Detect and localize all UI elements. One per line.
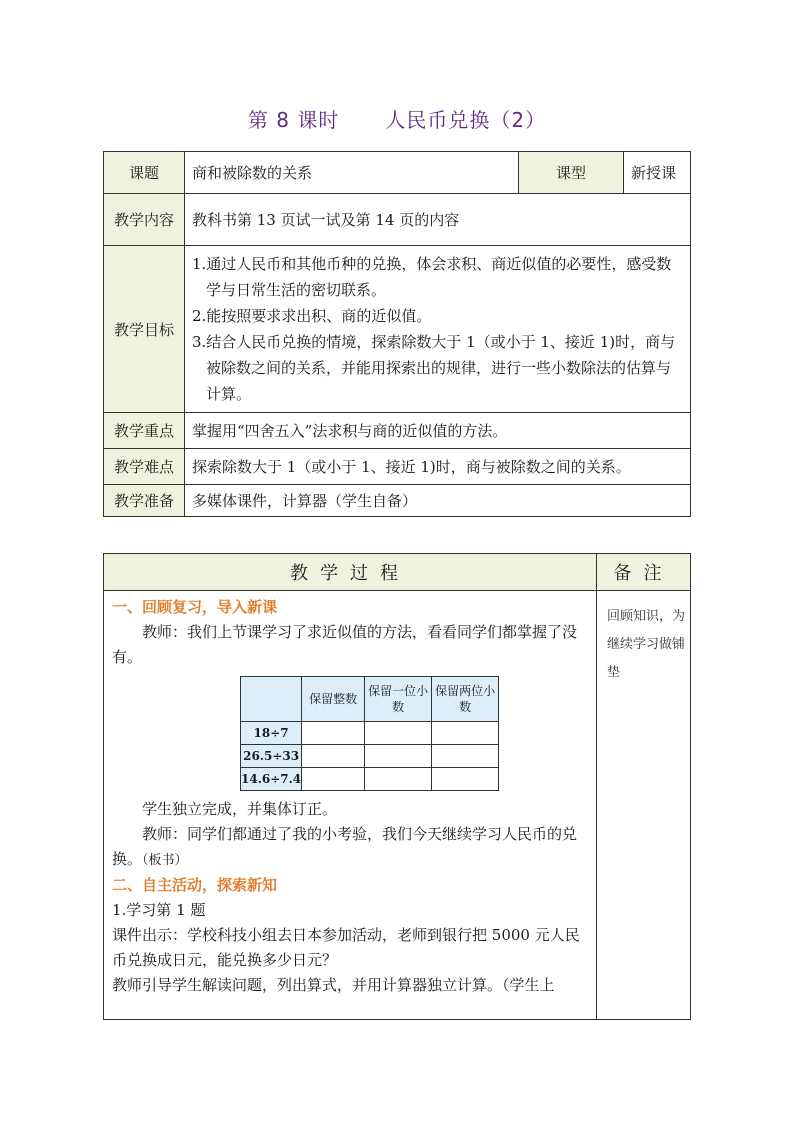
table-row [241, 722, 499, 745]
goals-row [104, 246, 691, 413]
note-header: 备注 [597, 554, 691, 591]
goal-item: 1.通过人民币和其他币种的兑换，体会求积、商近似值的必要性，感受数学与日常生活的密切联系。 [192, 255, 672, 299]
topic-label: 课题 [104, 152, 185, 194]
key-value: 掌握用“四舍五入”法求积与商的近似值的方法。 [185, 413, 691, 449]
answer-cell [432, 722, 499, 745]
process-header: 教学过程 [104, 554, 597, 591]
row-label: 26.5÷33 [241, 745, 302, 768]
prep-label: 教学准备 [104, 485, 185, 517]
paragraph: 课件出示：学校科技小组去日本参加活动，老师到银行把 5000 元人民币兑换成日元，能兑换多少日元？ [112, 926, 580, 969]
corner-cell [241, 677, 302, 722]
process-content [104, 591, 597, 1020]
table-row [241, 768, 499, 791]
row-label: 14.6÷7.4 [241, 768, 302, 791]
answer-cell [365, 745, 432, 768]
answer-cell [432, 768, 499, 791]
goal-item: 2.能按照要求求出积、商的近似值。 [192, 307, 432, 325]
column-header: 保留整数 [302, 677, 365, 722]
goals-list [185, 246, 691, 413]
prep-row [104, 485, 691, 517]
answer-cell [432, 745, 499, 768]
answer-cell [365, 768, 432, 791]
section-heading: 一、回顾复习，导入新课 [112, 598, 278, 616]
lesson-number: 第 8 课时 [247, 108, 340, 132]
difficulty-value: 探索除数大于 1（或小于 1、接近 1)时，商与被除数之间的关系。 [185, 449, 691, 485]
paragraph [112, 822, 590, 873]
paragraph-text: 教师：同学们都通过了我的小考验，我们今天继续学习人民币的兑换。 [112, 825, 578, 868]
answer-cell [365, 722, 432, 745]
difficulty-label: 教学难点 [104, 449, 185, 485]
process-body-row [104, 591, 691, 1020]
teacher-note: 回顾知识，为继续学习做铺垫 [597, 591, 691, 1020]
type-value: 新授课 [624, 152, 691, 194]
topic-row [104, 152, 691, 194]
paragraph: 1.学习第 1 题 [112, 901, 206, 919]
topic-value: 商和被除数的关系 [185, 152, 519, 194]
board-note: （板书） [142, 853, 188, 868]
paragraph: 教师：我们上节课学习了求近似值的方法，看看同学们都掌握了没有。 [112, 623, 578, 666]
answer-cell [302, 768, 365, 791]
paragraph: 教师引导学生解读问题，列出算式，并用计算器独立计算。（学生上 [112, 976, 555, 994]
key-label: 教学重点 [104, 413, 185, 449]
content-row [104, 194, 691, 246]
answer-cell [302, 722, 365, 745]
paragraph: 学生独立完成，并集体订正。 [142, 800, 338, 818]
type-label: 课型 [519, 152, 624, 194]
approximation-table [240, 676, 499, 791]
table-row [241, 745, 499, 768]
difficulty-row [104, 449, 691, 485]
section-heading: 二、自主活动，探索新知 [112, 876, 278, 894]
process-header-row [104, 554, 691, 591]
teaching-process-table [103, 553, 691, 1020]
page-title [0, 104, 794, 133]
content-value: 教科书第 13 页试一试及第 14 页的内容 [185, 194, 691, 246]
table-header-row [241, 677, 499, 722]
prep-value: 多媒体课件，计算器（学生自备） [185, 485, 691, 517]
column-header: 保留一位小数 [365, 677, 432, 722]
lesson-topic: 人民币兑换（2） [385, 108, 547, 132]
content-label: 教学内容 [104, 194, 185, 246]
goal-item: 3.结合人民币兑换的情境，探索除数大于 1（或小于 1、接近 1)时，商与被除数之间的关系，并能用探索出的规律，进行一些小数除法的估算与计算。 [192, 333, 676, 403]
column-header: 保留两位小数 [432, 677, 499, 722]
goals-label: 教学目标 [104, 246, 185, 413]
lesson-info-table [103, 151, 691, 517]
answer-cell [302, 745, 365, 768]
row-label: 18÷7 [241, 722, 302, 745]
key-row [104, 413, 691, 449]
